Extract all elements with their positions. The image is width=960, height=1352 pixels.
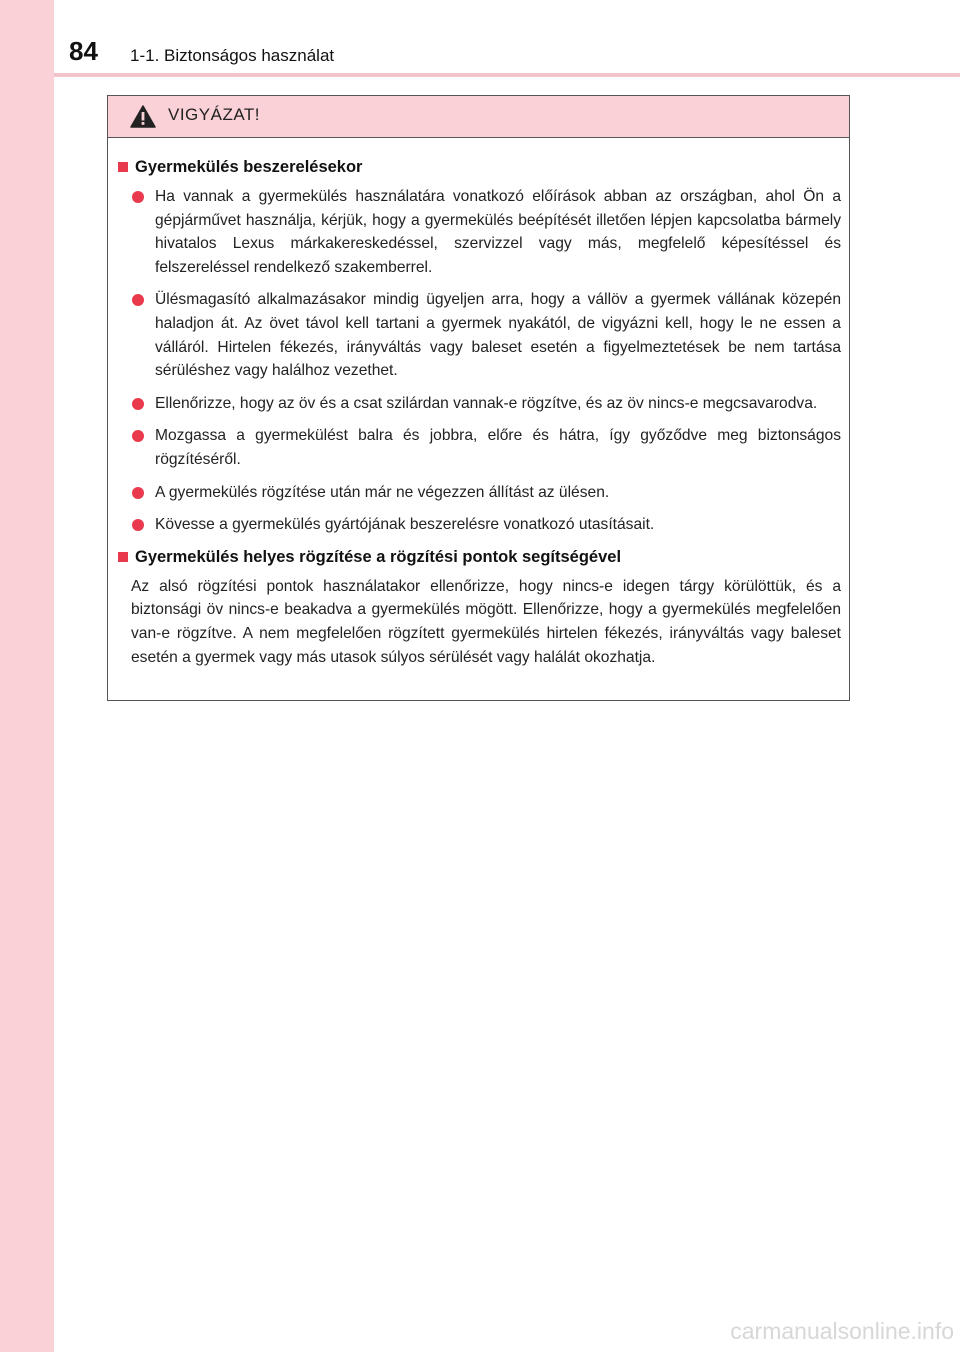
list-item	[131, 424, 841, 471]
list-item-text: A gyermekülés rögzítése után már ne végezzen állítást az ülésen.	[155, 483, 610, 501]
list-item	[131, 185, 841, 279]
subheading-anchorage	[118, 546, 841, 568]
square-bullet-icon	[118, 162, 128, 172]
bullet-dot-icon	[132, 430, 144, 442]
page-header	[54, 0, 960, 72]
warning-body	[108, 138, 849, 669]
page-number: 84	[69, 36, 98, 66]
anchorage-paragraph: Az alsó rögzítési pontok használatakor ellenőrizze, hogy nincs-e idegen tárgy körülöttük, és a biztonsági öv nincs-e beakadva a gyermekülés mögött. Ellenőrizze, hogy a gyermekülés megfelelően van-e rögzítve. A nem megfelelően rögzített gyermekülés hirtelen fékezés, irányváltás vagy baleset esetén a gyermek vagy más utasok súlyos sérülését vagy halálát okozhatja.	[131, 577, 841, 666]
bullet-dot-icon	[132, 398, 144, 410]
subheading-text: Gyermekülés helyes rögzítése a rögzítési pontok segítségével	[135, 547, 622, 566]
warning-box	[107, 95, 850, 701]
list-item-text: Ellenőrizze, hogy az öv és a csat szilárdan vannak-e rögzítve, és az öv nincs-e megcsavarodva.	[155, 394, 818, 412]
section-title: 1-1. Biztonságos használat	[130, 46, 335, 65]
list-item	[131, 288, 841, 382]
bullet-dot-icon	[132, 191, 144, 203]
list-item-text: Ülésmagasító alkalmazásakor mindig ügyeljen arra, hogy a vállöv a gyermek vállának közepén haladjon át. Az övet távol kell tartani a gyermek nyakától, de vigyázni kell, hogy le ne essen a válláról. Hirtelen fékezés, irányváltás vagy baleset esetén a figyelmeztetések be nem tartása sérüléshez vagy halálhoz vezethet.	[155, 291, 841, 380]
subheading-text: Gyermekülés beszerelésekor	[135, 158, 363, 176]
square-bullet-icon	[118, 552, 128, 562]
list-item	[131, 392, 841, 416]
side-color-bar	[0, 0, 54, 1352]
list-item	[131, 481, 841, 505]
subheading-installation	[118, 156, 841, 178]
warning-header	[108, 96, 849, 138]
warning-triangle-icon	[130, 105, 156, 128]
bullet-dot-icon	[132, 294, 144, 306]
watermark: carmanualsonline.info	[730, 1318, 954, 1344]
warning-title: VIGYÁZAT!	[168, 105, 261, 124]
header-divider	[54, 73, 960, 77]
list-item-text: Mozgassa a gyermekülést balra és jobbra, előre és hátra, így győződve meg biztonságos rögzítéséről.	[155, 427, 841, 468]
list-item	[131, 513, 841, 537]
bullet-dot-icon	[132, 519, 144, 531]
list-item-text: Ha vannak a gyermekülés használatára vonatkozó előírások abban az országban, ahol Ön a gépjárművet használja, kérjük, hogy a gyermekülés beépítését illetően lépjen kapcsolatba bármely hivatalos Lexus márkakereskedéssel, szervizzel vagy más, megfelelő képesítéssel és felszereléssel rendelkező szakemberrel.	[155, 188, 841, 276]
list-item-text: Kövesse a gyermekülés gyártójának beszerelésre vonatkozó utasításait.	[155, 516, 655, 534]
bullet-dot-icon	[132, 487, 144, 499]
